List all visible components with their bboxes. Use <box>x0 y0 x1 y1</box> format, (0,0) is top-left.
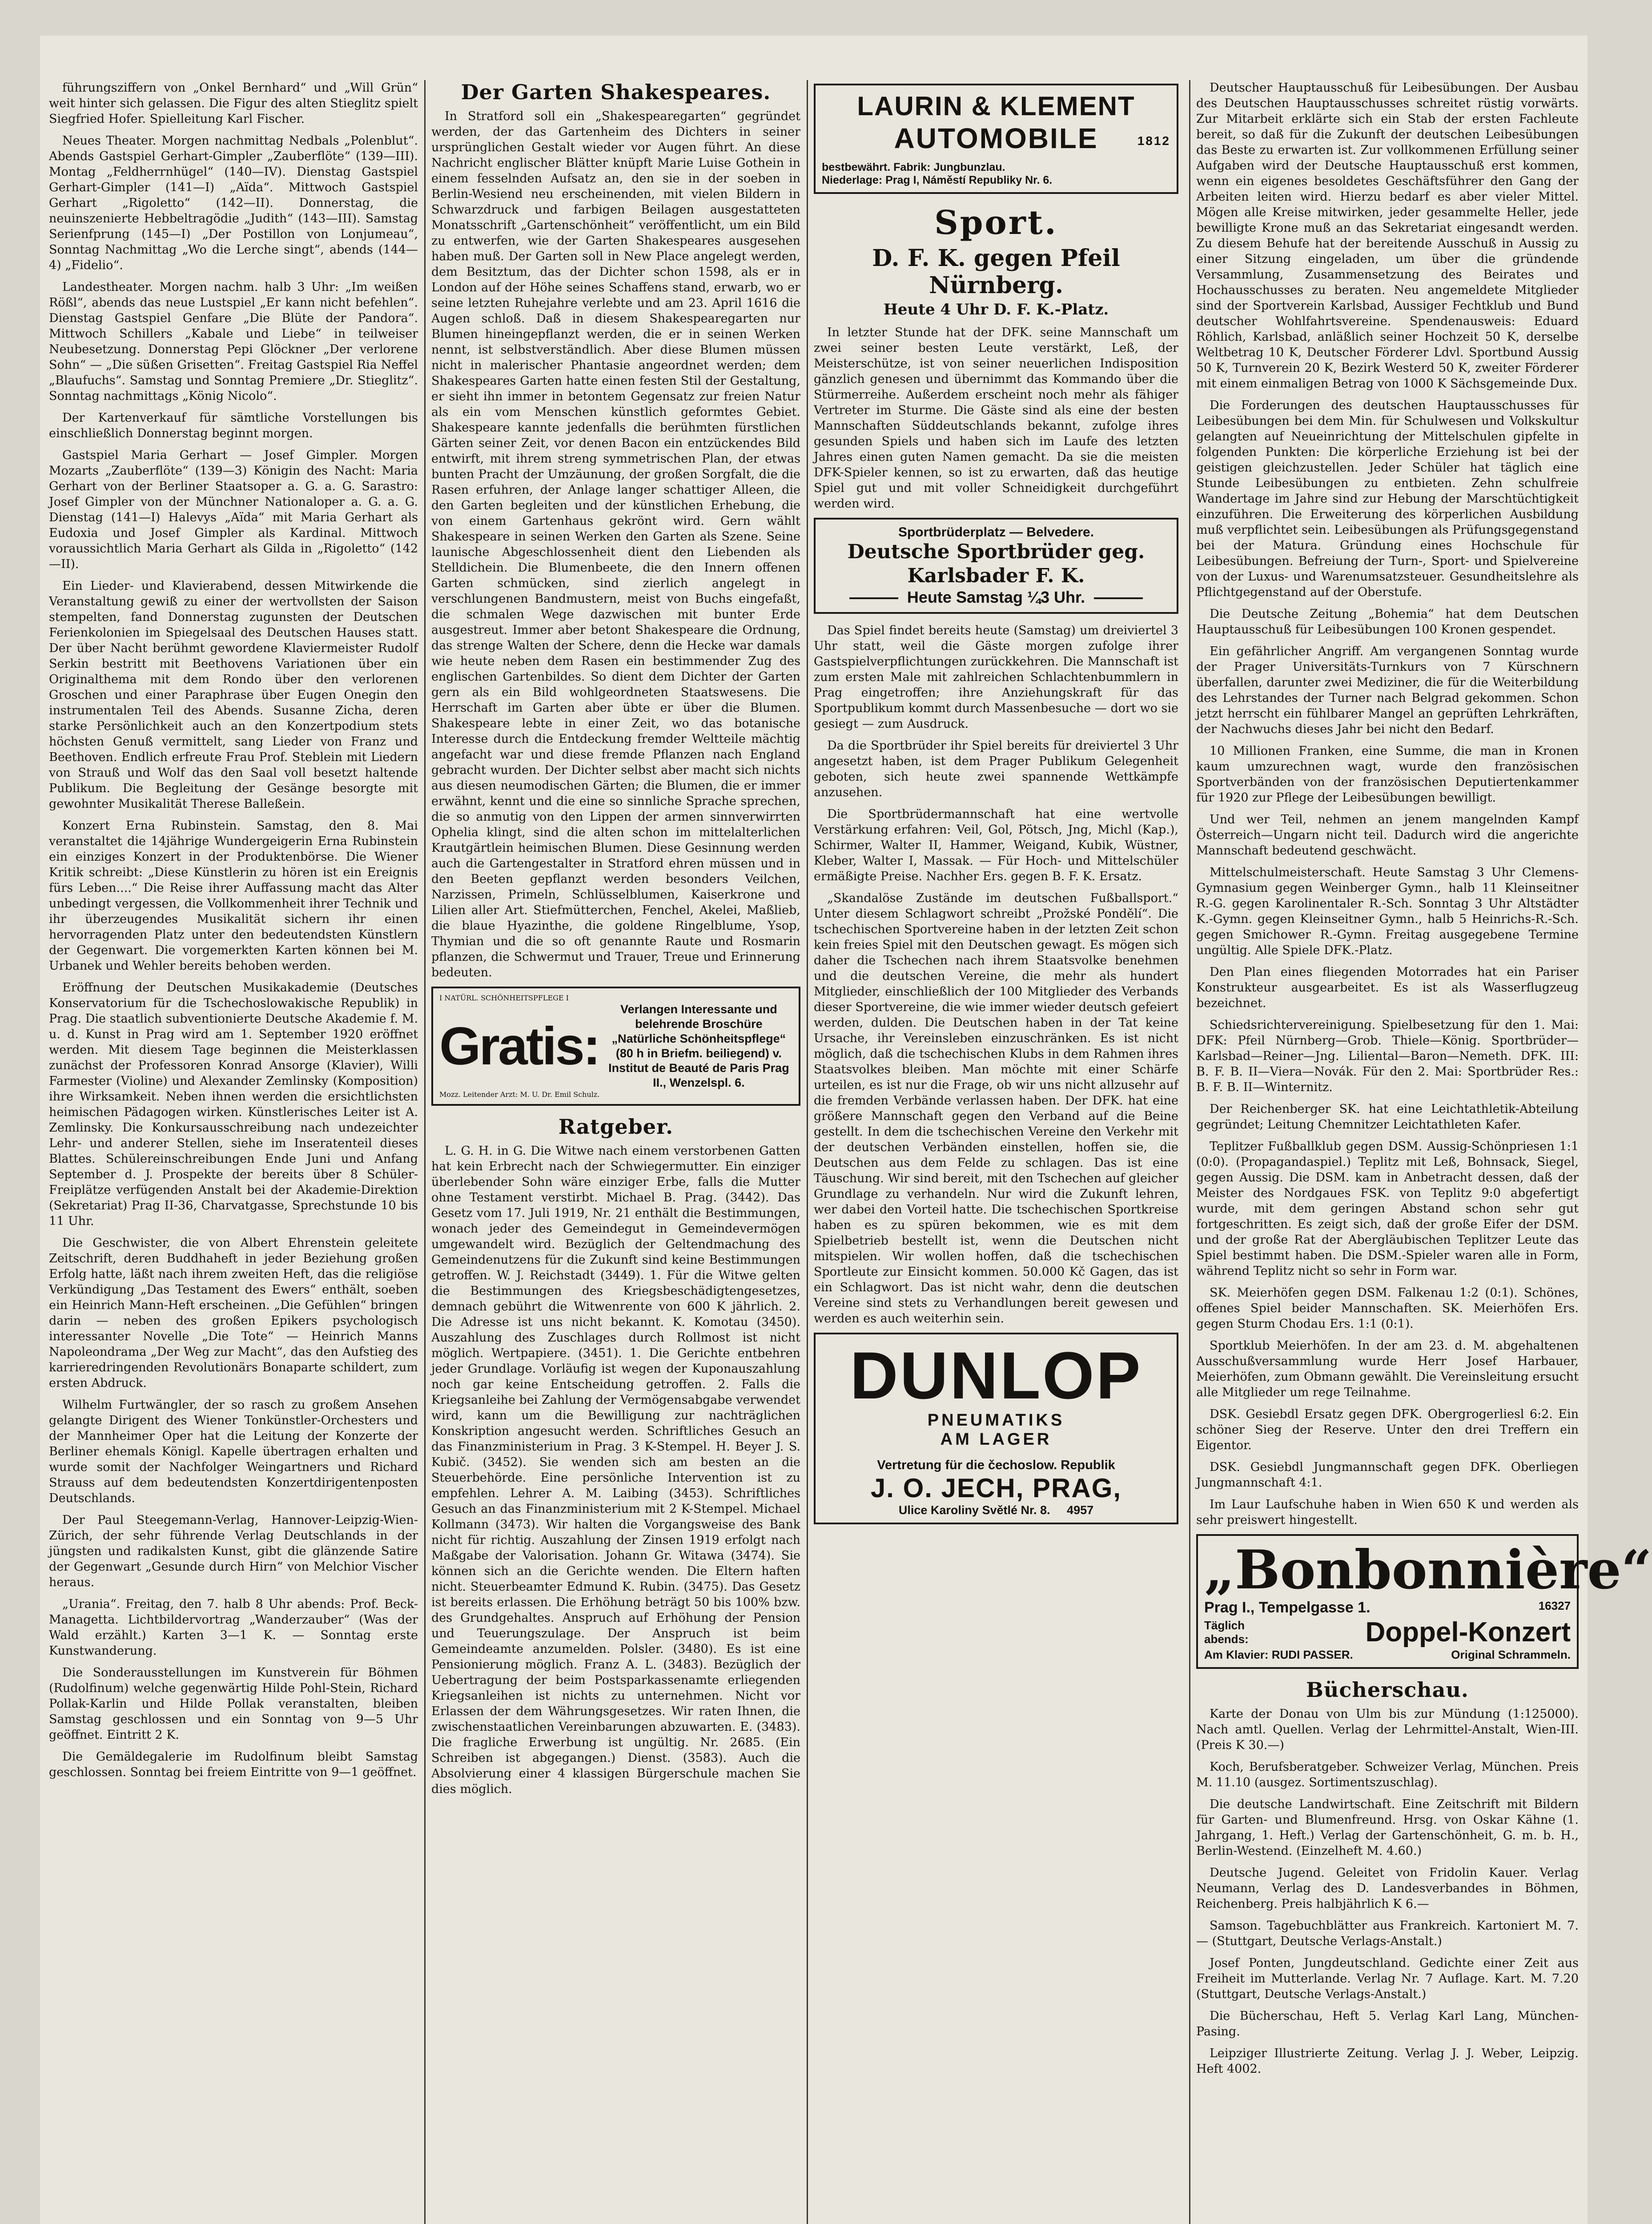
laurin-ad-year: 1812 <box>1137 134 1170 148</box>
gratis-ad <box>431 987 800 1106</box>
paragraph: Die Deutsche Zeitung „Bohemia“ hat dem Deutschen Hauptausschuß für Leibesübungen 100 Kronen gespendet. <box>1196 607 1579 637</box>
laurin-ad-line4: Niederlage: Prag I, Náměstí Republiky Nr. 6. <box>822 174 1053 186</box>
match-subline: Heute 4 Uhr D. F. K.-Platz. <box>883 301 1109 318</box>
sportbrueder-ad <box>814 518 1178 614</box>
paragraph: Der Reichenberger SK. hat eine Leichtathletik-Abteilung gegründet; Leitung Chemnitzer Leichtathleten Kafer. <box>1196 1102 1579 1132</box>
paragraph: 10 Millionen Franken, eine Summe, die man in Kronen kaum umzurechnen wagt, wurde den französischen Sportverbänden von der französischen Deputiertenkammer für 1920 zur Pflege der Leibesübungen bewilligt. <box>1196 744 1579 805</box>
laurin-klement-ad <box>814 84 1178 194</box>
paragraph: Koch, Berufsberatgeber. Schweizer Verlag, München. Preis M. 11.10 (ausgez. Sortimentszuschlag). <box>1196 1760 1579 1789</box>
paragraph: Gastspiel Maria Gerhart — Josef Gimpler. Morgen Mozarts „Zauberflöte“ (139—3) Königin des Nacht: Maria Gerhart von der Berliner Staatsoper a. G. a. G. Sarastro: Josef Gimpler von der Münchner Nationaloper a. G. a. G. Dienstag (141—I) Halevys „Aïda“ mit Maria Gerhart als Eudoxia und Josef Gimpler als Kardinal. Mittwoch voraussichtlich Maria Gerhart als Gilda in „Rigoletto“ (142—II). <box>49 448 418 571</box>
column-rule-2 <box>807 80 808 2224</box>
dunlop-brand: DUNLOP <box>850 1338 1142 1413</box>
article-body: In Stratford soll ein „Shakespearegarten“ gegründet werden, der das Gartenheim des Dichters in seiner ursprünglichen Gestalt wieder vor Augen führt. An diese Nachricht englischer Blätter knüpft Marie Luise Gothein in einem fesselnden Aufsatz an, den sie in der soeben in Berlin-Wesiend neu erscheinenden, mit vielen Bildern in Schwarzdruck und farbigen Beilagen ausgestatteten Monatsschrift „Gartenschönheit“ veröffentlicht, um ein Bild zu entwerfen, wie der Garten Shakespeares ausgesehen haben muß. Der Garten soll in New Place angelegt werden, dem Besitztum, das der Dichter schon 1598, als er in London auf der Höhe seines Schaffens stand, erwarb, wo er seine letzten Ruhejahre verlebte und am 23. April 1616 die Augen schloß. Daß in diesem Shakespearegarten nur Blumen hineingepflanzt werden, die er in seinen Werken nennt, ist selbstverständlich. Aber diese Blumen müssen nicht in malerischer Phantasie angeordnet werden; dem Shakespeares Garten hatte einen festen Stil der Gestaltung, er sieht ihn immer in betontem Gegensatz zur freien Natur als ein vom Menschen künstlich geformtes Gebiet. Shakespeare kannte jedenfalls die berühmten fürstlichen Gärten seiner Zeit, vor denen Bacon ein entzückendes Bild entwirft, mit ihrem streng symmetrischen Plan, der etwas bunten Pracht der Umzäunung, der großen Sorgfalt, die die Rasen erfuhren, der Anlage langer schattiger Alleen, die den Garten begleiten und der künstlichen Erhebung, die von einem Gartenhaus gekrönt wird. Gern wählt Shakespeare in seinen Werken den Garten als Szene. Seine launische Abgeschlossenheit dient den Liebenden als Stelldichein. Die Blumenbeete, die den Innern offenen Garten schmücken, sind zierlich angelegt in verschlungenen Bandmustern, meist von Buchs eingefaßt, die schmalen Wege dazwischen mit bunter Erde ausgestreut. Immer aber betont Shakespeare die Ordnung, das strenge Walten der Schere, denn die Hecke war damals wie heute neben dem Rasen ein bestimmender Zug des englischen Gartenbildes. So dient dem Dichter der Garten gern als ein Bild wohlgeordneten Staatswesens. Die Herrschaft im Garten aber übte er über die Blumen. Shakespeare lebte in einer Zeit, wo das botanische Interesse durch die Entdeckung fremder Weltteile mächtig angefacht war und diese fremde Pflanzen nach England gebracht wurden. Der Dichter selbst aber macht sich nichts aus diesen neumodischen Gärten; die Blumen, die er immer erwähnt, kennt und die eine so sinnliche Sprache sprechen, die so anmutig von den Lippen der armen sinnverwirrten Ophelia klingt, sind die alten schon im mittelalterlichen Krautgärtlein heimischen Blumen. Diese Gesinnung werden auch die Gartengestalter in Stratford ehren müssen und in den Beeten gepflanzt werden besonders Veilchen, Narzissen, Primeln, Schlüsselblumen, Kaiserkrone und Lilien aller Art. Stiefmütterchen, Fenchel, Akelei, Maßlieb, die blaue Hyazinthe, die goldene Ringelblume, Ysop, Thymian und die so oft genannte Raute und Rosmarin pflanzen, die Schwermut und Trauer, Treue und Erinnerung bedeuten. <box>431 109 800 979</box>
gratis-ad-footer: Mozz. Leitender Arzt: M. U. Dr. Emil Schulz. <box>439 1090 600 1099</box>
sport-ad-middle: Deutsche Sportbrüder geg. Karlsbader F. K. <box>847 540 1145 587</box>
paragraph: DSK. Gesiebdl Ersatz gegen DFK. Obergrogerliesl 6:2. Ein schöner Sieg der Reserve. Unter den drei Treffern ein Eigentor. <box>1196 1407 1579 1452</box>
paragraph: „Skandalöse Zustände im deutschen Fußballsport.“ Unter diesem Schlagwort schreibt „Prožské Pondělí“. Die tschechischen Sportvereine haben in der letzten Zeit schon kein freies Spiel mit den Deutschen gewagt. Es mögen sich daher die Tschechen nach ihrem Staatsvolke benehmen und die deutschen Vereine, die mehr als hundert Mitglieder, einschließlich der 100 Mitglieder des Verbands dieser Sportvereine, die wie immer wieder deutsch gefeiert werden, dulden. Die Deutschen haben in der Tat keine Ursache, ihr Vereinsleben einzuschränken. Es ist nicht möglich, daß die tschechischen Klubs in dem Rahmen ihres Staatsvolkes bleiben. Man möchte mit einer Schärfe urteilen, es ist nur die Frage, ob wir uns nicht allzusehr auf die fremden Verbände verlassen haben. Der DFK. hat eine größere Mannschaft gegen den Verband auf die Beine gestellt. In dem die tschechischen Vereine den Verkehr mit der deutschen Verbänden einstellen, hoffen sie, die Deutschen aus dem Felde zu schlagen. Das ist eine Täuschung. Wir sind bereit, mit den Tschechen auf gleicher Grundlage zu verhandeln. Nur wird die Zukunft lehren, wer dabei den Vorteil hatte. Die tschechischen Sportkreise haben es zu spüren bekommen, wie es mit dem Spielbetrieb bestellt ist, wenn die Deutschen nicht mitspielen. Wir wollen hoffen, daß die tschechischen Sportleute zur Einsicht kommen. 50.000 Kč Gagen, das ist ein Schlagwort. Das ist nicht wahr, denn die deutschen Vereine sind stets zu Verhandlungen bereit gewesen und werden es auch weiterhin sein. <box>814 891 1178 1326</box>
paragraph: Den Plan eines fliegenden Motorrades hat ein Pariser Konstrukteur ausgearbeitet. Es ist als Wasserflugzeug bezeichnet. <box>1196 965 1579 1010</box>
paragraph: Karte der Donau von Ulm bis zur Mündung (1:125000). Nach amtl. Quellen. Verlag der Lehrmittel-Anstalt, Wien-III. (Preis K 30.—) <box>1196 1707 1579 1752</box>
paragraph: DSK. Gesiebdl Jungmannschaft gegen DFK. Oberliegen Jungmannschaft 4:1. <box>1196 1460 1579 1490</box>
paragraph: Landestheater. Morgen nachm. halb 3 Uhr: „Im weißen Rößl“, abends das neue Lustspiel „Er kann nicht befehlen“. Dienstag Gastspiel Genfare „Die Blüte der Pandora“. Mittwoch Schillers „Kabale und Liebe“ in teilweiser Neubesetzung. Donnerstag Pepi Glöckner „Der verlorene Sohn“ — „Die süßen Grisetten“. Freitag Gastspiel Ria Neffel „Blaufuchs“. Samstag und Sonntag Premiere „Dr. Stieglitz“. Sonntag nachmittags „König Nicolo“. <box>49 280 418 403</box>
sport-ad-top: Sportbrüderplatz — Belvedere. <box>898 525 1094 540</box>
dunlop-line4: J. O. JECH, PRAG, <box>870 1473 1122 1503</box>
bonbonniere-title: Doppel-Konzert <box>1365 1617 1571 1648</box>
paragraph: Und wer Teil, nehmen an jenem mangelnden Kampf Österreich—Ungarn nicht teil. Dadurch wird die angerichte Mannschaft bedeutend geschwächt. <box>1196 813 1579 858</box>
paragraph: Konzert Erna Rubinstein. Samstag, den 8. Mai veranstaltet die 14jährige Wundergeigerin Erna Rubinstein ein einziges Konzert in der Produktenbörse. Die Wiener Kritik schreibt: „Diese Künstlerin zu hören ist ein Ereignis fürs Leben....“ Die Reise ihrer Auffassung macht das Alter unbedingt vergessen, die Vollkommenheit ihrer Technik und ihr überzeugendes Musikalität sichern ihr einen hervorragenden Platz unter den bedeutendsten Künstlern der Gegenwart. Die vorgemerkten Karten können bei M. Urbanek und Wehler bereits behoben werden. <box>49 819 418 973</box>
laurin-ad-line2: AUTOMOBILE <box>894 122 1098 154</box>
paragraph: SK. Meierhöfen gegen DSM. Falkenau 1:2 (0:1). Schönes, offenes Spiel beider Mannschaften. SK. Meierhöfen Ers. gegen Sturm Chodau Ers. 1:1 (0:1). <box>1196 1286 1579 1331</box>
paragraph: Die Geschwister, die von Albert Ehrenstein geleitete Zeitschrift, deren Buddhaheft in jeder Beziehung großen Erfolg hatte, läßt nach ihrem zweiten Heft, das die religiöse Verkündigung „Das Testament des Ewers“ enthält, soeben ein Heinrich Mann-Heft erscheinen. „Die Gefühlen“ bringen darin — neben des großen Epikers psychologisch interessanter Novelle „Die Tote“ — Heinrich Manns Napoleondrama „Der Weg zur Macht“, das den Aufstieg des karrieredringenden Revolutionärs Bonaparte schildert, zum ersten Abdruck. <box>49 1236 418 1390</box>
gratis-ad-big: Gratis: <box>439 1016 599 1076</box>
article-title: Der Garten Shakespeares. <box>461 80 771 104</box>
dunlop-line1: PNEUMATIKS <box>927 1411 1065 1430</box>
paragraph: Die Gemäldegalerie im Rudolfinum bleibt Samstag geschlossen. Sonntag bei freiem Eintritte von 9—1 geöffnet. <box>49 1750 418 1779</box>
laurin-ad-line1: LAURIN & KLEMENT <box>857 91 1135 121</box>
paragraph: Ein gefährlicher Angriff. Am vergangenen Sonntag wurde der Prager Universitäts-Turnkurs von 7 Kürschnern überfallen, darunter zwei Mediziner, die für die Weiterbildung des Lehrstandes der Turner nach Belgrad gekommen. Schon jetzt herrscht ein fühlbarer Mangel an geprüften Lehrkräften, der Nachwuchs dieses Jahr bei nicht den Bedarf. <box>1196 645 1579 736</box>
paragraph: Der Paul Steegemann-Verlag, Hannover-Leipzig-Wien-Zürich, der sehr führende Verlag Deutschlands in der jüngsten und radikalsten Kunst, gibt die glänzende Satire der Gegenwart „Gesunde durch Hirn“ von Melchior Vischer heraus. <box>49 1513 418 1589</box>
dunlop-line5: Ulice Karoliny Světlé Nr. 8. <box>898 1503 1050 1517</box>
sport-ad-bottom: Heute Samstag ¼3 Uhr. <box>907 588 1085 606</box>
bonbonniere-address: Prag I., Tempelgasse 1. <box>1204 1599 1371 1616</box>
hand-pointer-icon <box>849 597 898 599</box>
bonbonniere-label: Täglich abends: <box>1204 1618 1249 1646</box>
paragraph: Leipziger Illustrierte Zeitung. Verlag J. J. Weber, Leipzig. Heft 4002. <box>1196 2047 1579 2076</box>
column-shakespeare-garden <box>431 80 800 1803</box>
paragraph: Das Spiel findet bereits heute (Samstag) um dreiviertel 3 Uhr statt, weil die Gäste morgen zufolge ihrer Gastspielverpflichtungen zurückkehren. Die Mannschaft ist zum ersten Male mit zahlreichen Schlachtenbummlern in Prag eingetroffen; ihre Anziehungskraft für das Sportpublikum kommt durch Massenbesuche — dort wo sie gesiegt — zum Ausdruck. <box>814 624 1178 731</box>
bonbonniere-name: „Bonbonnière“ <box>1204 1539 1652 1601</box>
paragraph: Ein Lieder- und Klavierabend, dessen Mitwirkende die Veranstaltung gewiß zu einer der wertvollsten der Saison stempelten, fand Donnerstag zugunsten der Deutschen Ferienkolonien im Spiegelsaal des Deutschen Hauses statt. Der über Nacht berühmt gewordene Klaviermeister Rudolf Serkin bestritt mit Beethovens Variationen über ein Originalthema mit dem Rondo über den verlorenen Groschen und einer Paraphrase über Eugen Onegin den instrumentalen Teil des Abends. Susanne Zicha, deren starke Persönlichkeit auch an den Konzertpodium stets höchsten Genuß vermittelt, sang Lieder von Franz und Beethoven. Endlich erfreute Frau Prof. Steblein mit Liedern von Strauß und Wolf das den Saal voll besetzt haltende Publikum. Die Begleitung der Gesänge besorgte mit gewohnter Musikalität Therese Balleßein. <box>49 579 418 811</box>
paragraph: Deutscher Hauptausschuß für Leibesübungen. Der Ausbau des Deutschen Hauptausschusses schreitet rüstig vorwärts. Zur Mitarbeit erklärte sich ein Stab der ersten Fachleute bereit, so daß für die Zukunft der deutschen Leibesübungen das Beste zu erwarten ist. Zur vollkommenen Erfüllung seiner Aufgaben wird der Deutsche Hauptausschuß erst kommen, wenn ein eigenes besoldetes Geschäftsführer den Gang der Arbeiten leiten wird. Hierzu bedarf es aber vieler Mittel. Mögen alle Kreise mitwirken, jeder gesammelte Heller, jede bewilligte Krone muß an das Sekretariat eingesandt werden. Zu diesem Behufe hat der bereitende Ausschuß in Aussig zu einer Sitzung eingeladen, um über die gründende Versammlung, Zusammensetzung des Beirates und Hochausschusses zu beraten. Neu angemeldete Mitglieder sind der Sportverein Karlsbad, Aussiger Fechtklub und Bund deutscher Wohlfahrtsvereine. Spendenausweis: Eduard Röhlich, Karlsbad, anläßlich seiner Hochzeit 50 K, derselbe Weltbetrag 10 K, Deutscher Förderer Ldvl. Sportbund Aussig 50 K, Turnverein 20 K, Bezirk Westerd 50 K, zweiter Förderer mit einem einmaligen Betrag von 1000 K Sächsgemeinde Dux. <box>1196 81 1579 391</box>
paragraph: Neues Theater. Morgen nachmittag Nedbals „Polenblut“. Abends Gastspiel Gerhart-Gimpler „Zauberflöte“ (139—III). Montag „Feldherrnhügel“ (140—IV). Dienstag Gastspiel Gerhart-Gimpler (141—I) „Aïda“. Mittwoch Gastspiel Gerhart „Rigoletto“ (142—II). Donnerstag, die neuinszenierte Hebbeltragödie „Judith“ (143—III). Samstag Serienfprung (145—I) „Der Postillon von Lonjumeau“, Sonntag Nachmittag „Wo die Lerche singt“, abends (144—4) „Fidelio“. <box>49 134 418 272</box>
paragraph: führungsziffern von „Onkel Bernhard“ und „Will Grün“ weit hinter sich gelassen. Die Figur des alten Stieglitz spielt Siegfried Hofer. Spielleitung Karl Fischer. <box>49 81 418 126</box>
paragraph: Der Kartenverkauf für sämtliche Vorstellungen bis einschließlich Donnerstag beginnt morgen. <box>49 411 418 440</box>
newspaper-page <box>40 36 1652 2224</box>
paragraph: „Urania“. Freitag, den 7. halb 8 Uhr abends: Prof. Beck-Managetta. Lichtbildervortrag „Wanderzauber“ (Was der Wald erzählt.) Karten 3—1 K. — Sonntag erste Kunstwanderung. <box>49 1597 418 1658</box>
gratis-ad-text: Verlangen Interessante und belehrende Broschüre „Natürliche Schönheitspflege“ (80 h in Briefm. beiliegend) v. Institut de Beauté de Paris Prag II., Wenzelspl. 6. <box>608 1003 789 1089</box>
paragraph: Eröffnung der Deutschen Musikakademie (Deutsches Konservatorium für die Tschechoslowakische Republik) in Prag. Die staatlich subventionierte Deutsche Akademie f. M. u. d. Kunst in Prag wird am 1. September 1920 eröffnet werden. Mit diesem Tage beginnen die Meisterklassen zunächst der Professoren Konrad Ansorge (Klavier), Willi Farmester (Violine) und Alexander Zemlinsky (Komposition) ihre Wirksamkeit. Neben ihnen werden die ersichtlichsten heimischen Pädagogen wirken. Künstlerisches Leiter ist A. Zemlinsky. Die Konkursausschreibung nach undezeichter Lehr- und anderer Stellen, siehe im Inseratenteil dieses Blattes. Schülereinschreibungen Ende Juni und Anfang September d. J. Prospekte der bereits über 8 Schüler-Freiplätze verfügenden Anstalt bei der Akademie-Direktion (Sekretariat) Prag II-36, Charvatgasse, Sprechstunde 10 bis 11 Uhr. <box>49 981 418 1228</box>
ratgeber-body: L. G. H. in G. Die Witwe nach einem verstorbenen Gatten hat kein Erbrecht nach der Schwiegermutter. Ein einziger überlebender Sohn wäre einziger Erbe, falls die Mutter ohne Testament verstirbt. Michael B. Prag. (3442). Das Gesetz vom 17. Juli 1919, Nr. 21 enthält die Bestimmungen, wonach jeder des Gemeindegut in Gemeindevermögen umgewandelt wird. Bezüglich der Geltendmachung des Gemeindenutzens für die Zukunft sind keine Bestimmungen getroffen. W. J. Reichstadt (3449). 1. Für die Witwe gelten die Bestimmungen des Kriegsbeschädigtengesetzes, demnach gebührt die Witwenrente von 600 K jährlich. 2. Die Adresse ist uns nicht bekannt. K. Komotau (3450). Auszahlung des Zuschlages durch Rollmost ist nicht möglich. Wertpapiere. (3451). 1. Die Gerichte entbehren jeder Grundlage. Vorläufig ist wegen der Kuponauszahlung noch gar keine Entscheidung getroffen. 2. Falls die Kriegsanleihe bei Zahlung der Vermögensabgabe verwendet wird, kann um die Bewilligung zur nachträglichen Konskription angesucht werden. Schriftliches Gesuch an das Finanzministerium in Prag. 3 K-Stempel. H. Beyer J. S. Kubič. (3452). Sie wenden sich am besten an die Steuerbehörde. Eine persönliche Intervention ist zu empfehlen. Lehrer A. M. Laibing (3453). Schriftliches Gesuch an das Finanzministerium mit 2 K-Stempel. Michael Kollmann (3473). Wir halten die Vorgangsweise des Bank nicht für richtig. Auszahlung der Zinsen 1919 erfolgt nach Maßgabe der Valorisation. Johann Gr. Witawa (3474). Sie können sich an die Gerichte wenden. Die Eltern haften nicht. Steuerbeamter Edmund K. Rubin. (3475). Das Gesetz ist bereits erlassen. Die Erhöhung beträgt 50 bis 100% bzw. des Grundgehaltes. Anspruch auf Erhöhung der Pension und Teuerungszulage. Der Anspruch ist beim Gemeindeamte anzumelden. Polsler. (3480). Es ist eine Pensionierung möglich. Franz A. L. (3483). Bezüglich der Uebertragung der beim Postsparkassenamte erliegenden Kriegsanleihen ist nichts zu unternehmen. Nicht vor Erlassen der dem Währungsgesetzes. Wir raten Ihnen, die zwischenstaatlichen Vereinbarungen abzuwarten. E. (3483). Die fragliche Erwerbung ist ungültig. Nr. 2685. (Ein Schreiben ist abgegangen.) Dienst. (3583). Auch die Absolvierung einer 4 klassigen Bürgerschule machen Sie dies möglich. <box>431 1144 800 1796</box>
paragraph: Die Sonderausstellungen im Kunstverein für Böhmen (Rudolfinum) welche gegenwärtig Hilde Pohl-Stein, Richard Pollak-Karlin und Hilde Pollak veranstalten, bleiben Samstag geschlossen und ein Sonntag von 9—5 Uhr geöffnet. Eintritt 2 K. <box>49 1666 418 1742</box>
dunlop-phone: 4957 <box>1067 1503 1094 1517</box>
column-culture-notes <box>49 80 418 1786</box>
gratis-ad-header: I NATÜRL. SCHÖNHEITSPFLEGE I <box>439 994 569 1002</box>
paragraph: Josef Ponten, Jungdeutschland. Gedichte einer Zeit aus Freiheit im Mutterlande. Verlag Nr. 7 Auflage. Kart. M. 7.20 (Stuttgart, Deutsche Verlags-Anstalt.) <box>1196 1956 1579 2001</box>
laurin-ad-line3: bestbewährt. Fabrik: Jungbunzlau. <box>822 161 1005 173</box>
bonbonniere-left: Am Klavier: RUDI PASSER. <box>1204 1648 1353 1661</box>
sport-section-title: Sport. <box>934 204 1058 242</box>
column-sport <box>814 80 1178 1533</box>
dunlop-line2: AM LAGER <box>940 1430 1052 1449</box>
paragraph: In letzter Stunde hat der DFK. seine Mannschaft um zwei seiner besten Leute verstärkt, Leß, der Meisterschütze, ist von seiner neuerlichen Indisposition gänzlich genesen und übernimmt das Kommando über die Stürmerreihe. Außerdem erscheint noch mehr als fähiger Vertreter im Sturme. Die Gäste sind als eine der besten Mannschaften Süddeutschlands bekannt, zufolge ihres gesunden Spiels und haben sich im Laufe des letzten Jahres einen guten Namen gemacht. Da sie die meisten DFK-Spieler kennen, so ist zu erwarten, daß das heutige Spiel gut und mit voller Schneidigkeit durchgeführt werden wird. <box>814 326 1178 511</box>
dunlop-line3: Vertretung für die čechoslow. Republik <box>877 1458 1115 1472</box>
paragraph: Deutsche Jugend. Geleitet von Fridolin Kauer. Verlag Neumann, Verlag des D. Landesverbandes in Böhmen, Reichenberg. Preis halbjährlich K 6.— <box>1196 1866 1579 1911</box>
ratgeber-title: Ratgeber. <box>558 1115 674 1139</box>
hand-pointer-icon <box>1094 597 1143 599</box>
paragraph: Im Laur Laufschuhe haben in Wien 650 K und werden als sehr preiswert hingestellt. <box>1196 1498 1579 1527</box>
paragraph: Die Forderungen des deutschen Hauptausschusses für Leibesübungen bei dem Min. für Schulwesen und Volkskultur gelangten auf Neueinrichtung der Mittelschulen gipfelte in folgenden Punkten: Die körperliche Erziehung ist bei der geistigen gleichzustellen. Jeder Schüler hat täglich eine Stunde Leibesübungen zu entbieten. Zehn schulfreie Wandertage im Jahre sind zur Hebung der Marschtüchtigkeit einzuführen. Die Erweiterung des körperlichen Ausbildung muß verpflichtet sein. Leibesübungen als Prüfungsgegenstand bei der Matura. Gründung eines Hochschule für Leibesübungen. Befreiung der Turn-, Sport- und Spielvereine von der Luxus- und Warenumsatzsteuer. Gesundheitslehre als Pflichtgegenstand auf der Oberstufe. <box>1196 399 1579 599</box>
column-sport-books <box>1196 80 1652 2083</box>
column-rule-1 <box>424 80 426 2224</box>
paragraph: Da die Sportbrüder ihr Spiel bereits für dreiviertel 3 Uhr angesetzt haben, ist dem Prager Publikum Gelegenheit geboten, sich heute zwei spannende Wettkämpfe anzusehen. <box>814 739 1178 799</box>
column-rule-3 <box>1189 80 1190 2224</box>
paragraph: Samson. Tagebuchblätter aus Frankreich. Kartoniert M. 7.— (Stuttgart, Deutsche Verlags-Anstalt.) <box>1196 1919 1579 1948</box>
paragraph: Teplitzer Fußballklub gegen DSM. Aussig-Schönpriesen 1:1 (0:0). (Propagandaspiel.) Teplitz mit Leß, Bohnsack, Siegel, gegen Aussig. Die DSM. kam in Anbetracht dessen, daß der Meister des Nordgaues FSK. von Teplitz 9:0 abgefertigt wurde, mit dem geringen Abstand schon sehr gut fortgeschritten. Es zeigt sich, daß der große Eifer der DSM. und der große Rat der Abergläubischen Teplitzer Leute das Spiel bestimmt haben. Die DSM.-Spieler waren alle in Form, während Teplitz nicht so sehr in Form war. <box>1196 1140 1579 1278</box>
paragraph: Wilhelm Furtwängler, der so rasch zu großem Ansehen gelangte Dirigent des Wiener Tonkünstler-Orchesters und der Mannheimer Oper hat die Leitung der Konzerte der Berliner ehemals Königl. Kapelle übertragen erhalten und wurde somit der Nachfolger Weingartners und Richard Strauss auf dem bedeutendsten Konzertdirigentenposten Deutschlands. <box>49 1398 418 1505</box>
bonbonniere-right: Original Schrammeln. <box>1451 1648 1571 1661</box>
paragraph: Die Bücherschau, Heft 5. Verlag Karl Lang, München-Pasing. <box>1196 2009 1579 2039</box>
bonbonniere-phone: 16327 <box>1538 1599 1571 1612</box>
bonbonniere-ad <box>1196 1534 1652 1669</box>
paragraph: Die deutsche Landwirtschaft. Eine Zeitschrift mit Bildern für Garten- und Blumenfreund. Hrsg. von Oskar Kähne (1. Jahrgang, 1. Heft.) Verlag der Gartenschönheit, G. m. b. H., Berlin-Westend. (Einzelheft M. 4.60.) <box>1196 1797 1579 1858</box>
paragraph: Sportklub Meierhöfen. In der am 23. d. M. abgehaltenen Ausschußversammlung wurde Herr Josef Harbauer, Meierhöfen, zum Obmann gewählt. Die Vereinsleitung ersucht alle Mitglieder um rege Teilnahme. <box>1196 1339 1579 1399</box>
match-headline: D. F. K. gegen Pfeil Nürnberg. <box>872 245 1120 299</box>
dunlop-ad <box>814 1333 1178 1524</box>
paragraph: Schiedsrichtervereinigung. Spielbesetzung für den 1. Mai: DFK: Pfeil Nürnberg—Grob. Thiele—König. Sportbrüder—Karlsbad—Reiner—Jng. Liliental—Baron—Nemeth. DFK. III: B. F. B. II—Viera—Novák. Für den 2. Mai: Sportbrüder Res.: B. F. B. II—Winternitz. <box>1196 1018 1579 1094</box>
books-title: Bücherschau. <box>1306 1678 1469 1702</box>
paragraph: Die Sportbrüdermannschaft hat eine wertvolle Verstärkung erfahren: Veil, Gol, Pötsch, Jng, Michl (Kap.), Schirmer, Walter II, Hammer, Weigand, Kubik, Wüstner, Kleber, Walter I, Massak. — Für Hoch- und Mittelschüler ermäßigte Preise. Nachher Ers. gegen B. F. K. Ersatz. <box>814 807 1178 883</box>
paragraph: Mittelschulmeisterschaft. Heute Samstag 3 Uhr Clemens-Gymnasium gegen Weinberger Gymn., halb 11 Kleinseitner R.-G. gegen Karolinentaler R.-Sch. Sonntag 3 Uhr Altstädter K.-Gymn. gegen Kleinseitner Gymn., halb 5 Heinrichs-R.-Sch. gegen Smichower R.-Gymn. Freitag ausgegebene Termine ungültig. Alle Spiele DFK.-Platz. <box>1196 866 1579 957</box>
